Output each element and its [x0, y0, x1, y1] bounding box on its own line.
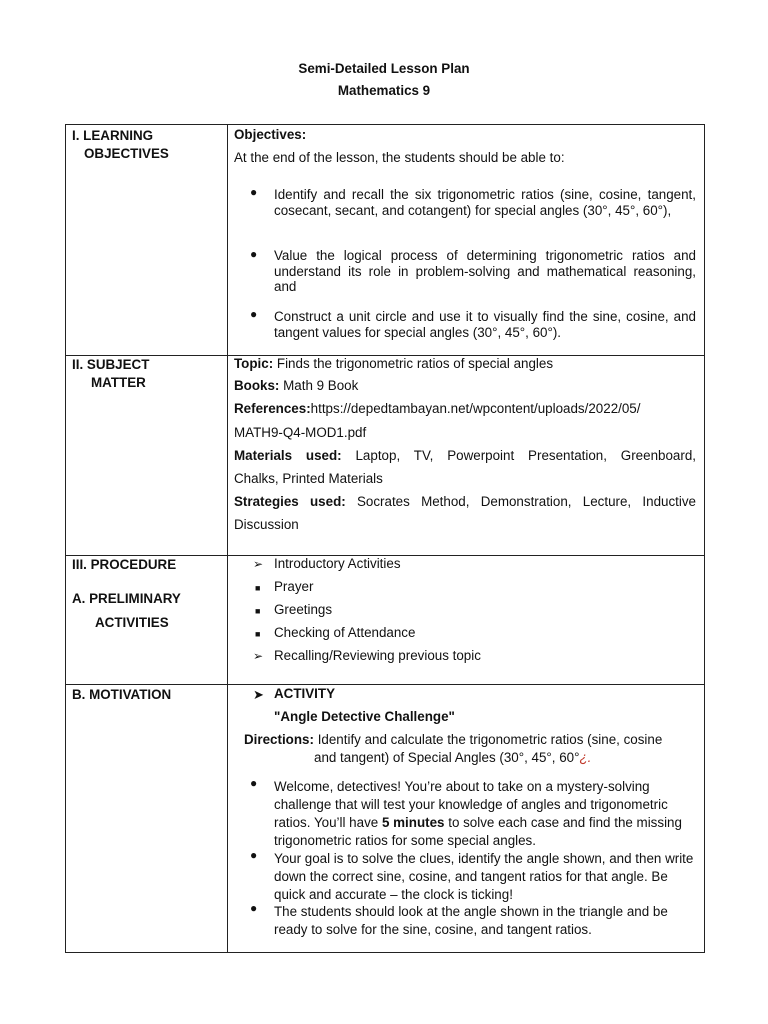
strategies-value-2: Discussion	[234, 517, 299, 532]
objectives-label-line1: I. LEARNING	[72, 128, 154, 143]
objective-item-2: Value the logical process of determining trigonometric ratios and understand its role in problem-solving and mathematical reasoning, and	[274, 248, 696, 294]
directions-text-2: and tangent) of Special Angles (30°, 45°, 60°	[314, 750, 580, 765]
references-label: References:	[234, 401, 311, 416]
objectives-heading: Objectives:	[234, 127, 307, 142]
preliminary-label-line2: ACTIVITIES	[95, 615, 169, 630]
books-label: Books:	[234, 378, 280, 393]
motivation-content-cell	[228, 685, 705, 953]
document-title: Semi-Detailed Lesson Plan	[298, 61, 470, 76]
bullet-1-text-pre: Welcome, detectives! You’re about to take on a mystery-solving challenge that will test your knowledge of angles and trigonometric ratios. You’ll have	[274, 779, 668, 830]
motivation-label-cell	[66, 685, 228, 953]
subject-label-cell	[66, 356, 228, 556]
topic-label: Topic:	[234, 356, 274, 371]
objectives-label-cell	[66, 125, 228, 356]
strategies-value-1: Socrates Method, Demonstration, Lecture, Inductive	[356, 494, 696, 509]
objectives-content-cell	[228, 125, 705, 356]
objective-item-1: Identify and recall the six trigonometric ratios (sine, cosine, tangent, cosecant, secant, and cotangent) for special angles (30°, 45°, 60°),	[274, 187, 696, 218]
books-value: Math 9 Book	[283, 378, 359, 393]
motivation-bullet-1	[274, 778, 696, 850]
row-motivation	[66, 685, 705, 953]
procedure-item-1: Introductory Activities	[274, 556, 401, 571]
references-value-2: MATH9-Q4-MOD1.pdf	[234, 425, 367, 440]
activity-heading: ACTIVITY	[274, 686, 336, 701]
procedure-item-2: Prayer	[274, 579, 314, 594]
directions-label: Directions:	[244, 732, 314, 747]
procedure-item-5: Recalling/Reviewing previous topic	[274, 648, 481, 663]
bullet-1-text-post: to solve each case and find the missing trigonometric ratios for some special angles.	[274, 815, 682, 848]
objectives-intro: At the end of the lesson, the students should be able to:	[234, 150, 565, 165]
objective-item-3: Construct a unit circle and use it to visually find the sine, cosine, and tangent values for special angles (30°, 45°, 60°).	[274, 309, 696, 340]
row-subject-matter	[66, 356, 705, 556]
materials-line	[234, 448, 696, 464]
motivation-bullet-2: Your goal is to solve the clues, identify the angle shown, and then write down the correct sine, cosine, and tangent ratios for that angle. Be quick and accurate – the clock is ticking!	[274, 851, 694, 902]
preliminary-label-line1: A. PRELIMINARY	[72, 591, 181, 606]
bullet-icon: ●	[250, 247, 258, 261]
materials-value-2: Chalks, Printed Materials	[234, 471, 383, 486]
procedure-content-cell	[228, 556, 705, 685]
subject-label-line2: MATTER	[91, 375, 146, 390]
topic-value: Finds the trigonometric ratios of special angles	[276, 356, 554, 371]
activity-title: "Angle Detective Challenge"	[274, 709, 455, 724]
arrow-bullet-icon: ➢	[253, 557, 264, 571]
procedure-label-cell	[66, 556, 228, 685]
square-bullet-icon: ■	[255, 583, 261, 593]
bullet-icon: ●	[250, 307, 258, 321]
bullet-icon: ●	[250, 185, 258, 199]
subject-label-line1: II. SUBJECT	[72, 357, 150, 372]
arrow-bullet-icon: ➤	[253, 687, 264, 702]
row-learning-objectives	[66, 125, 705, 356]
procedure-label: III. PROCEDURE	[72, 557, 177, 572]
strategies-label: Strategies used:	[234, 494, 346, 509]
topic-line	[234, 356, 696, 372]
references-value-1: https://depedtambayan.net/wpcontent/uploads/2022/05/	[310, 401, 641, 416]
bullet-1-bold: 5 minutes	[381, 815, 445, 830]
materials-label: Materials used:	[234, 448, 342, 463]
bullet-icon: ●	[250, 901, 258, 915]
directions-line-2	[314, 750, 591, 765]
arrow-bullet-icon: ➢	[253, 649, 264, 663]
references-line	[234, 401, 696, 417]
bullet-icon: ●	[250, 776, 258, 790]
strategies-line	[234, 494, 696, 510]
document-subject: Mathematics 9	[337, 83, 431, 98]
lesson-plan-table	[65, 124, 705, 953]
subject-content-cell	[228, 356, 705, 556]
directions-line-1	[244, 732, 662, 747]
row-procedure	[66, 556, 705, 685]
directions-glyph: ¿.	[579, 750, 592, 765]
procedure-item-4: Checking of Attendance	[274, 625, 416, 640]
books-line	[234, 378, 696, 394]
square-bullet-icon: ■	[255, 606, 261, 616]
objectives-label-line2: OBJECTIVES	[84, 146, 169, 161]
motivation-bullet-3: The students should look at the angle shown in the triangle and be ready to solve for the sine, cosine, and tangent ratios.	[274, 904, 668, 937]
directions-text-1: Identify and calculate the trigonometric ratios (sine, cosine	[317, 732, 663, 747]
procedure-item-3: Greetings	[274, 602, 333, 617]
square-bullet-icon: ■	[255, 629, 261, 639]
materials-value-1: Laptop, TV, Powerpoint Presentation, Greenboard,	[355, 448, 696, 463]
motivation-label: B. MOTIVATION	[72, 687, 172, 702]
bullet-icon: ●	[250, 848, 258, 862]
